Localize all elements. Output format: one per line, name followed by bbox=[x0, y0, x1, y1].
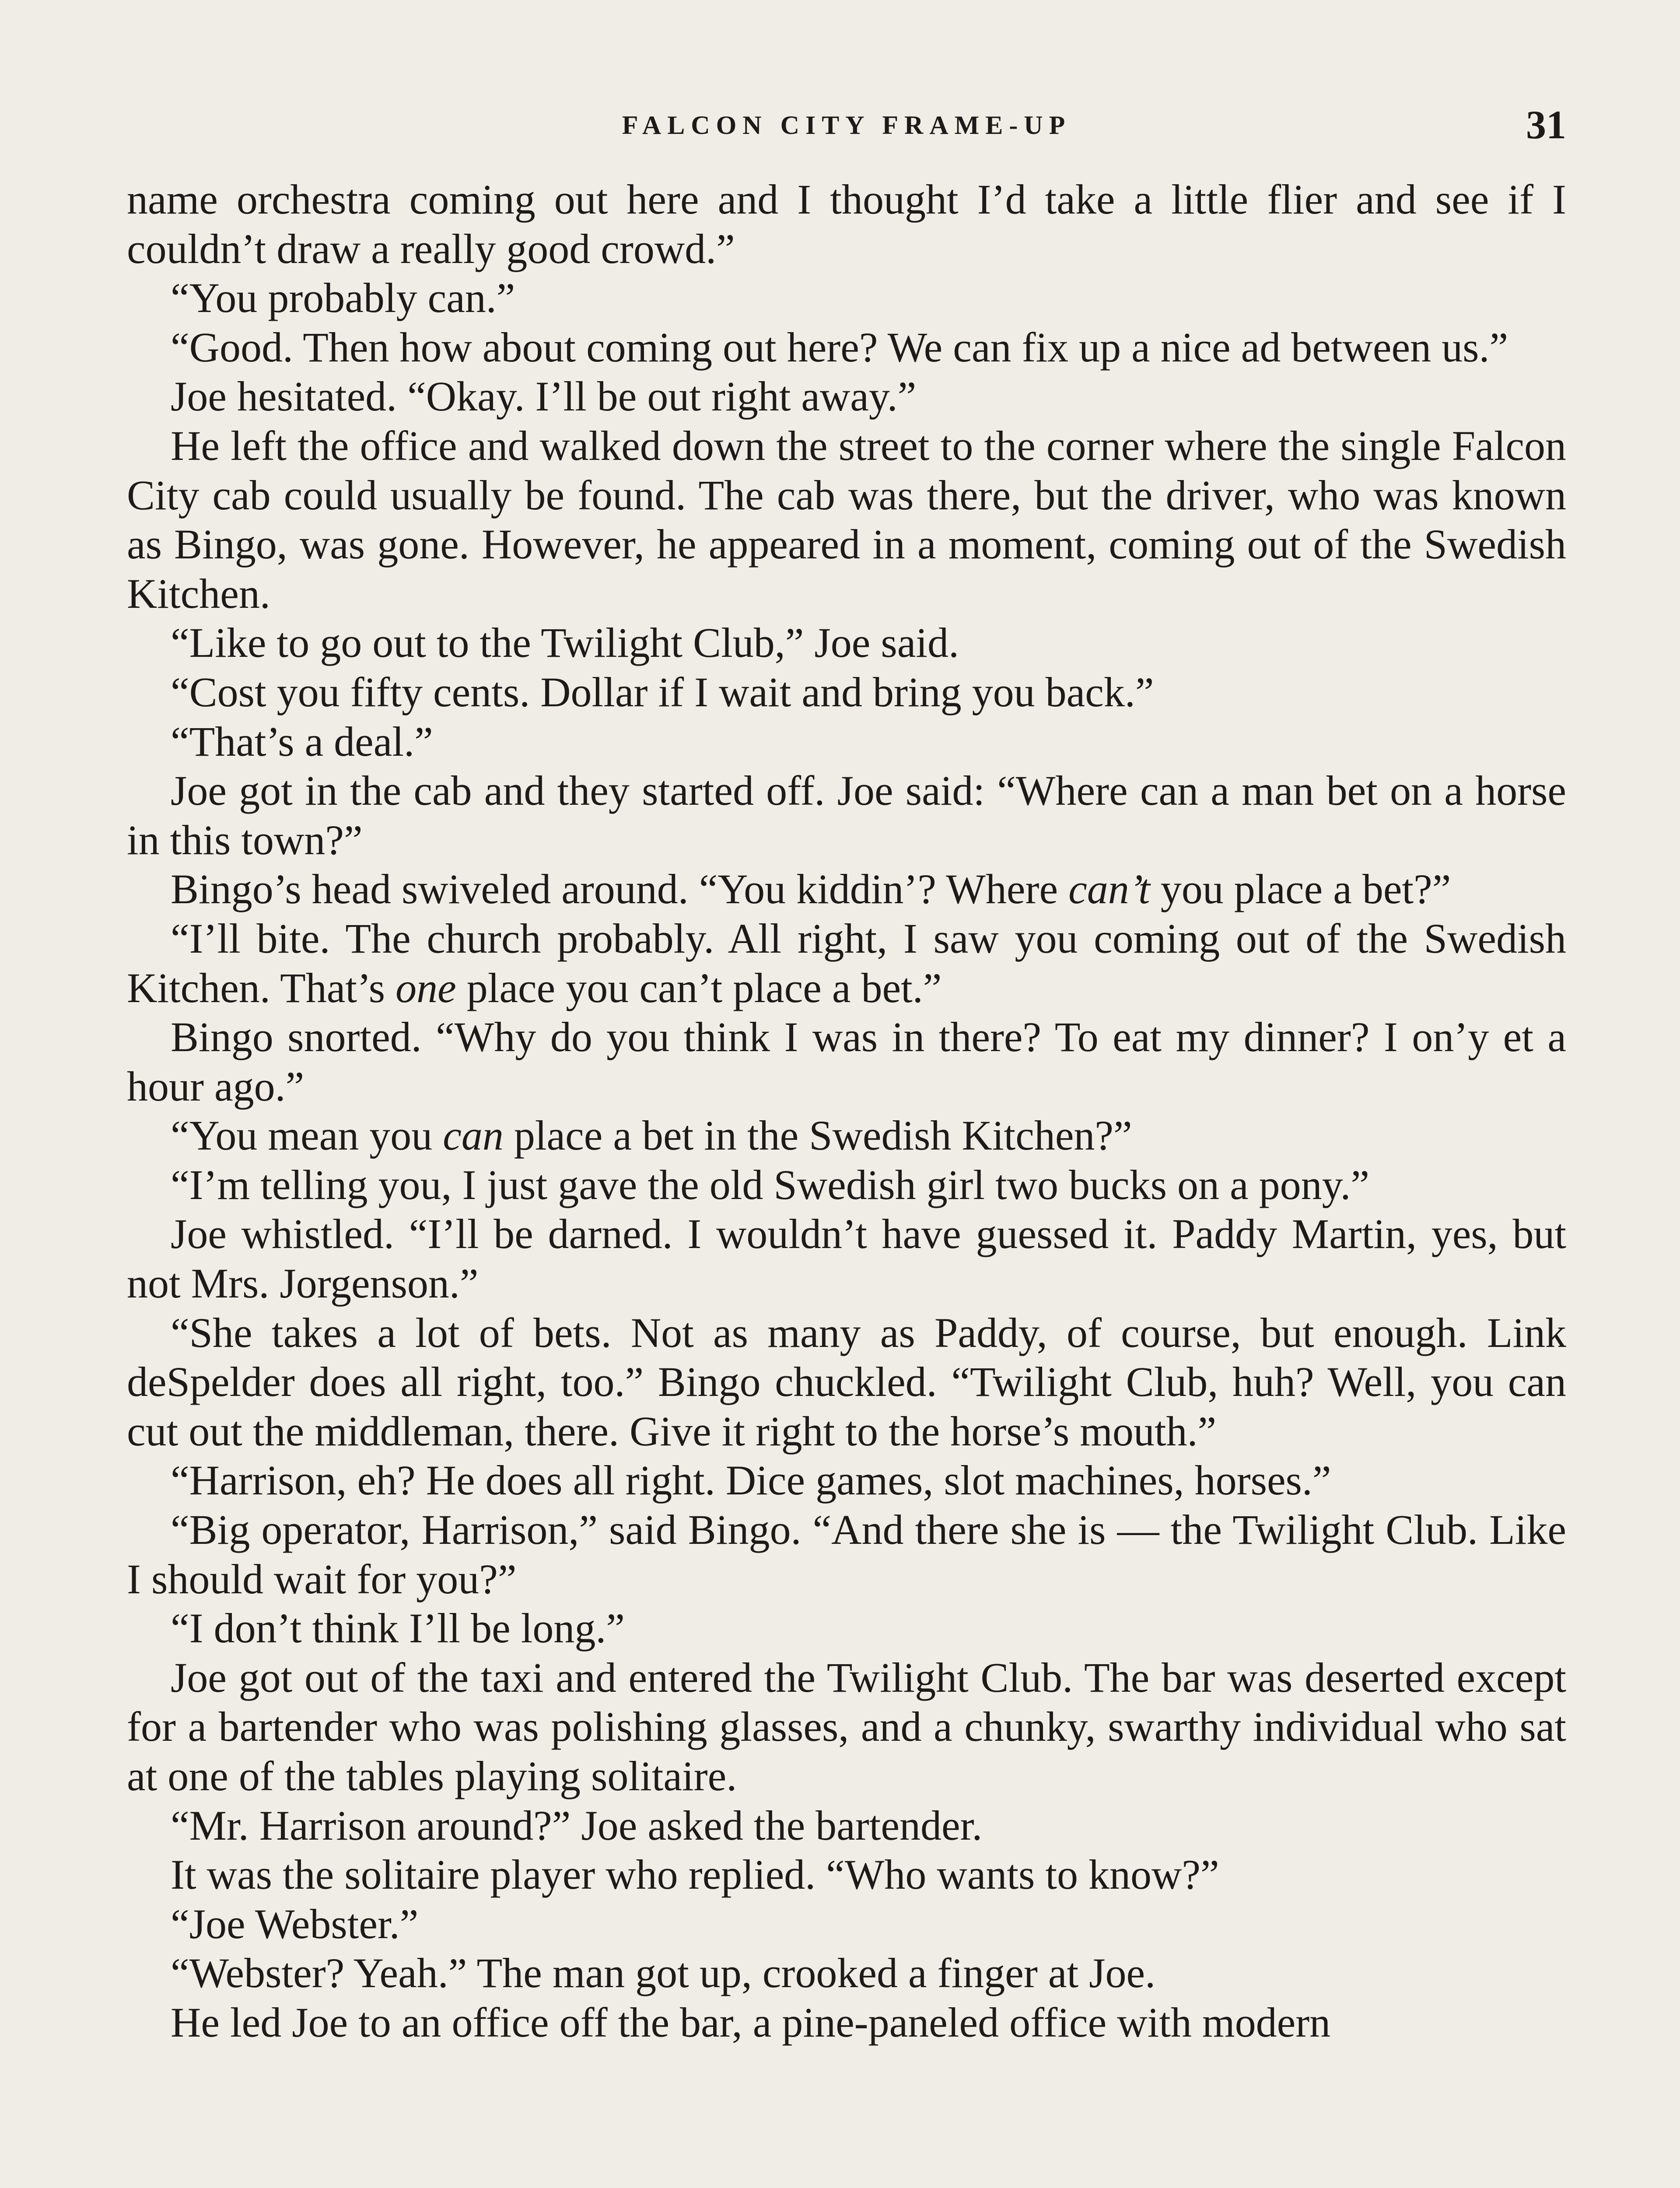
paragraph: Joe got out of the taxi and entered the Twilight Club. The bar was deserted except for a bartender who was polishing glasses, and a chunky, swarthy individual who sat at one of the tables playing solitaire. bbox=[127, 1654, 1566, 1799]
paragraph: Joe hesitated. “Okay. I’ll be out right away.” bbox=[171, 373, 917, 420]
paragraph: Joe whistled. “I’ll be darned. I wouldn’t have guessed it. Paddy Martin, yes, but not Mrs. Jorgenson.” bbox=[127, 1210, 1566, 1307]
paragraph: “Mr. Harrison around?” Joe asked the bartender. bbox=[171, 1802, 983, 1849]
paragraph: “That’s a deal.” bbox=[171, 718, 433, 765]
paragraph bbox=[127, 914, 1566, 1013]
paragraph: “Good. Then how about coming out here? We can fix up a nice ad between us.” bbox=[171, 323, 1508, 371]
paragraph bbox=[127, 1111, 1566, 1161]
paragraph: “Big operator, Harrison,” said Bingo. “And there she is — the Twilight Club. Like I should wait for you?” bbox=[127, 1506, 1566, 1602]
paragraph: “You probably can.” bbox=[171, 274, 515, 322]
italic-emphasis: can’t bbox=[1068, 866, 1150, 913]
paragraph: He left the office and walked down the street to the corner where the single Falcon City cab could usually be found. The cab was there, but the driver, who was known as Bingo, was gone. However, he appeared in a moment, coming out of the Swedish Kitchen. bbox=[127, 422, 1566, 617]
italic-emphasis: one bbox=[396, 964, 456, 1011]
italic-emphasis: can bbox=[443, 1112, 504, 1159]
paragraph: Joe got in the cab and they started off. Joe said: “Where can a man bet on a horse in this town?” bbox=[127, 767, 1566, 863]
text-run: Bingo’s head swiveled around. “You kiddin’? Where bbox=[171, 866, 1069, 913]
running-title: FALCON CITY FRAME-UP bbox=[622, 111, 1071, 140]
text-run: place a bet in the Swedish Kitchen?” bbox=[503, 1112, 1132, 1159]
body-text bbox=[127, 175, 1566, 2048]
paragraph: “Cost you fifty cents. Dollar if I wait and bring you back.” bbox=[171, 668, 1154, 715]
paragraph: Bingo snorted. “Why do you think I was in there? To eat my dinner? I on’y et a hour ago.” bbox=[127, 1013, 1566, 1110]
text-run: place you can’t place a bet.” bbox=[456, 964, 942, 1011]
paragraph: name orchestra coming out here and I thought I’d take a little flier and see if I couldn’t draw a really good crowd.” bbox=[127, 176, 1566, 272]
paragraph: He led Joe to an office off the bar, a pine-paneled office with modern bbox=[171, 1999, 1331, 2046]
text-run: you place a bet?” bbox=[1150, 866, 1451, 913]
running-head bbox=[127, 102, 1566, 150]
paragraph: It was the solitaire player who replied. “Who wants to know?” bbox=[171, 1851, 1219, 1898]
paragraph: “Webster? Yeah.” The man got up, crooked a finger at Joe. bbox=[171, 1950, 1156, 1997]
text-run: “I’ll bite. The church probably. All right, I saw you coming out of the Swedish Kitchen. That’s bbox=[127, 915, 1566, 1011]
paragraph: “She takes a lot of bets. Not as many as Paddy, of course, but enough. Link deSpelder does all right, too.” Bingo chuckled. “Twilight Club, huh? Well, you can cut out the middleman, there. Give it right to the horse’s mouth.” bbox=[127, 1309, 1566, 1455]
paragraph: “Like to go out to the Twilight Club,” Joe said. bbox=[171, 619, 959, 666]
paragraph: “I don’t think I’ll be long.” bbox=[171, 1605, 625, 1652]
paragraph: “Harrison, eh? He does all right. Dice games, slot machines, horses.” bbox=[171, 1457, 1331, 1504]
text-run: “You mean you bbox=[171, 1112, 443, 1159]
paragraph bbox=[127, 865, 1566, 914]
paragraph: “I’m telling you, I just gave the old Swedish girl two bucks on a pony.” bbox=[171, 1161, 1369, 1208]
paragraph: “Joe Webster.” bbox=[171, 1900, 419, 1947]
page-number: 31 bbox=[1526, 102, 1566, 147]
